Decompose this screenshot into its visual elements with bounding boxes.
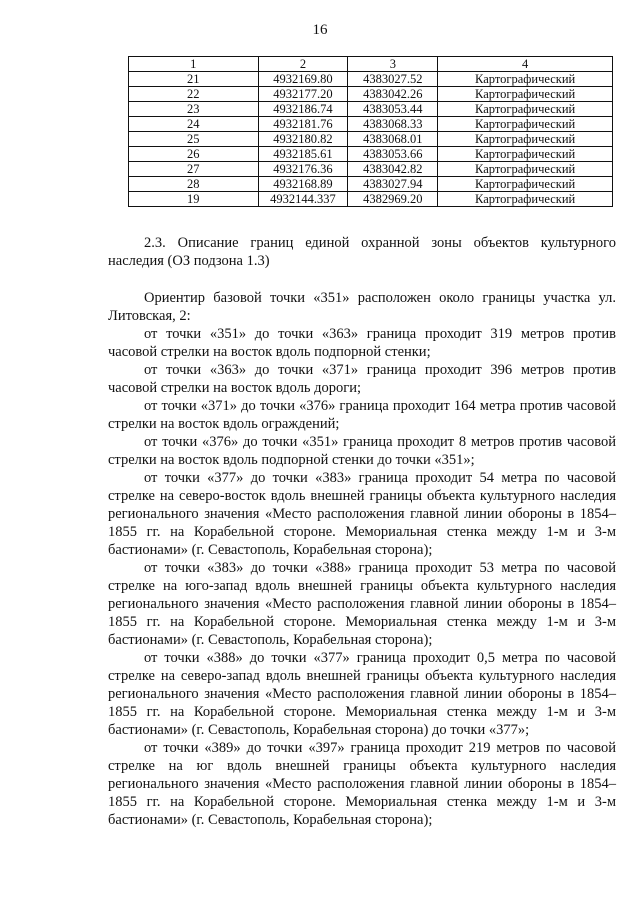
table-cell: 4383053.66	[348, 147, 438, 162]
body-paragraph: от точки «371» до точки «376» граница проходит 164 метра против часовой стрелки на восток вдоль ограждений;	[108, 398, 616, 432]
table-cell: 4383068.01	[348, 132, 438, 147]
section-heading: 2.3. Описание границ единой охранной зоны объектов культурного наследия (ОЗ подзона 1.3)	[108, 235, 616, 269]
table-cell: 21	[129, 72, 259, 87]
table-row	[129, 177, 613, 192]
table-row	[129, 192, 613, 207]
table-cell: 4383027.94	[348, 177, 438, 192]
table-cell: Картографический	[438, 192, 613, 207]
body-paragraph: от точки «389» до точки «397» граница проходит 219 метров по часовой стрелке на юг вдоль внешней границы объекта культурного наследия регионального значения «Место расположения главной линии обороны в 1854–1855 гг. на Корабельной стороне. Мемориальная стенка между 1-м и 3-м бастионами» (г. Севастополь, Корабельная сторона);	[108, 740, 616, 828]
table-cell: 4383053.44	[348, 102, 438, 117]
table-cell: 4932176.36	[258, 162, 348, 177]
table-row	[129, 162, 613, 177]
page-number: 16	[312, 22, 328, 38]
table-header-cell: 1	[129, 57, 259, 72]
table-row	[129, 132, 613, 147]
table-cell: Картографический	[438, 132, 613, 147]
body-paragraph: от точки «388» до точки «377» граница проходит 0,5 метра по часовой стрелке на северо-запад вдоль внешней границы объекта культурного наследия регионального значения «Место расположения главной линии обороны в 1854–1855 гг. на Корабельной стороне. Мемориальная стенка между 1-м и 3-м бастионами» (г. Севастополь, Корабельная сторона) до точки «377»;	[108, 650, 616, 738]
body-paragraph: от точки «363» до точки «371» граница проходит 396 метров против часовой стрелки на восток вдоль дороги;	[108, 362, 616, 396]
table-cell: 4383068.33	[348, 117, 438, 132]
body-paragraph: от точки «377» до точки «383» граница проходит 54 метра по часовой стрелке на северо-восток вдоль внешней границы объекта культурного наследия регионального значения «Место расположения главной линии обороны в 1854–1855 гг. на Корабельной стороне. Мемориальная стенка между 1-м и 3-м бастионами» (г. Севастополь, Корабельная сторона);	[108, 470, 616, 558]
coordinates-table	[128, 56, 613, 207]
table-cell: 28	[129, 177, 259, 192]
table-row	[129, 87, 613, 102]
table-cell: 23	[129, 102, 259, 117]
table-cell: 4932169.80	[258, 72, 348, 87]
table-cell: 26	[129, 147, 259, 162]
table-cell: 4932186.74	[258, 102, 348, 117]
table-cell: 4383027.52	[348, 72, 438, 87]
table-cell: 4932185.61	[258, 147, 348, 162]
table-cell: Картографический	[438, 162, 613, 177]
table-header-cell: 3	[348, 57, 438, 72]
body-text	[108, 289, 616, 829]
table-cell: 4932180.82	[258, 132, 348, 147]
table-body	[129, 72, 613, 207]
table-cell: 19	[129, 192, 259, 207]
table-cell: 4932181.76	[258, 117, 348, 132]
table-row	[129, 72, 613, 87]
table-header-row	[129, 57, 613, 72]
body-paragraph: от точки «383» до точки «388» граница проходит 53 метра по часовой стрелке на юго-запад вдоль внешней границы объекта культурного наследия регионального значения «Место расположения главной линии обороны в 1854–1855 гг. на Корабельной стороне. Мемориальная стенка между 1-м и 3-м бастионами» (г. Севастополь, Корабельная сторона);	[108, 560, 616, 648]
table-cell: 4383042.26	[348, 87, 438, 102]
table-cell: 25	[129, 132, 259, 147]
table-header-cell: 2	[258, 57, 348, 72]
table-cell: 24	[129, 117, 259, 132]
body-paragraph: от точки «376» до точки «351» граница проходит 8 метров против часовой стрелки на восток вдоль подпорной стенки до точки «351»;	[108, 434, 616, 468]
table-cell: 4932177.20	[258, 87, 348, 102]
table-cell: Картографический	[438, 87, 613, 102]
table-cell: 4932168.89	[258, 177, 348, 192]
table-cell: Картографический	[438, 102, 613, 117]
table-header-cell: 4	[438, 57, 613, 72]
table-cell: Картографический	[438, 147, 613, 162]
body-paragraph: от точки «351» до точки «363» граница проходит 319 метров против часовой стрелки на восток вдоль подпорной стенки;	[108, 326, 616, 360]
table-row	[129, 147, 613, 162]
table-row	[129, 102, 613, 117]
table-cell: 4932144.337	[258, 192, 348, 207]
table-cell: 4382969.20	[348, 192, 438, 207]
body-paragraph: Ориентир базовой точки «351» расположен около границы участка ул. Литовская, 2:	[108, 290, 616, 324]
table-cell: 22	[129, 87, 259, 102]
table-cell: 27	[129, 162, 259, 177]
table-cell: Картографический	[438, 72, 613, 87]
table-cell: 4383042.82	[348, 162, 438, 177]
table-row	[129, 117, 613, 132]
table-cell: Картографический	[438, 117, 613, 132]
table-cell: Картографический	[438, 177, 613, 192]
